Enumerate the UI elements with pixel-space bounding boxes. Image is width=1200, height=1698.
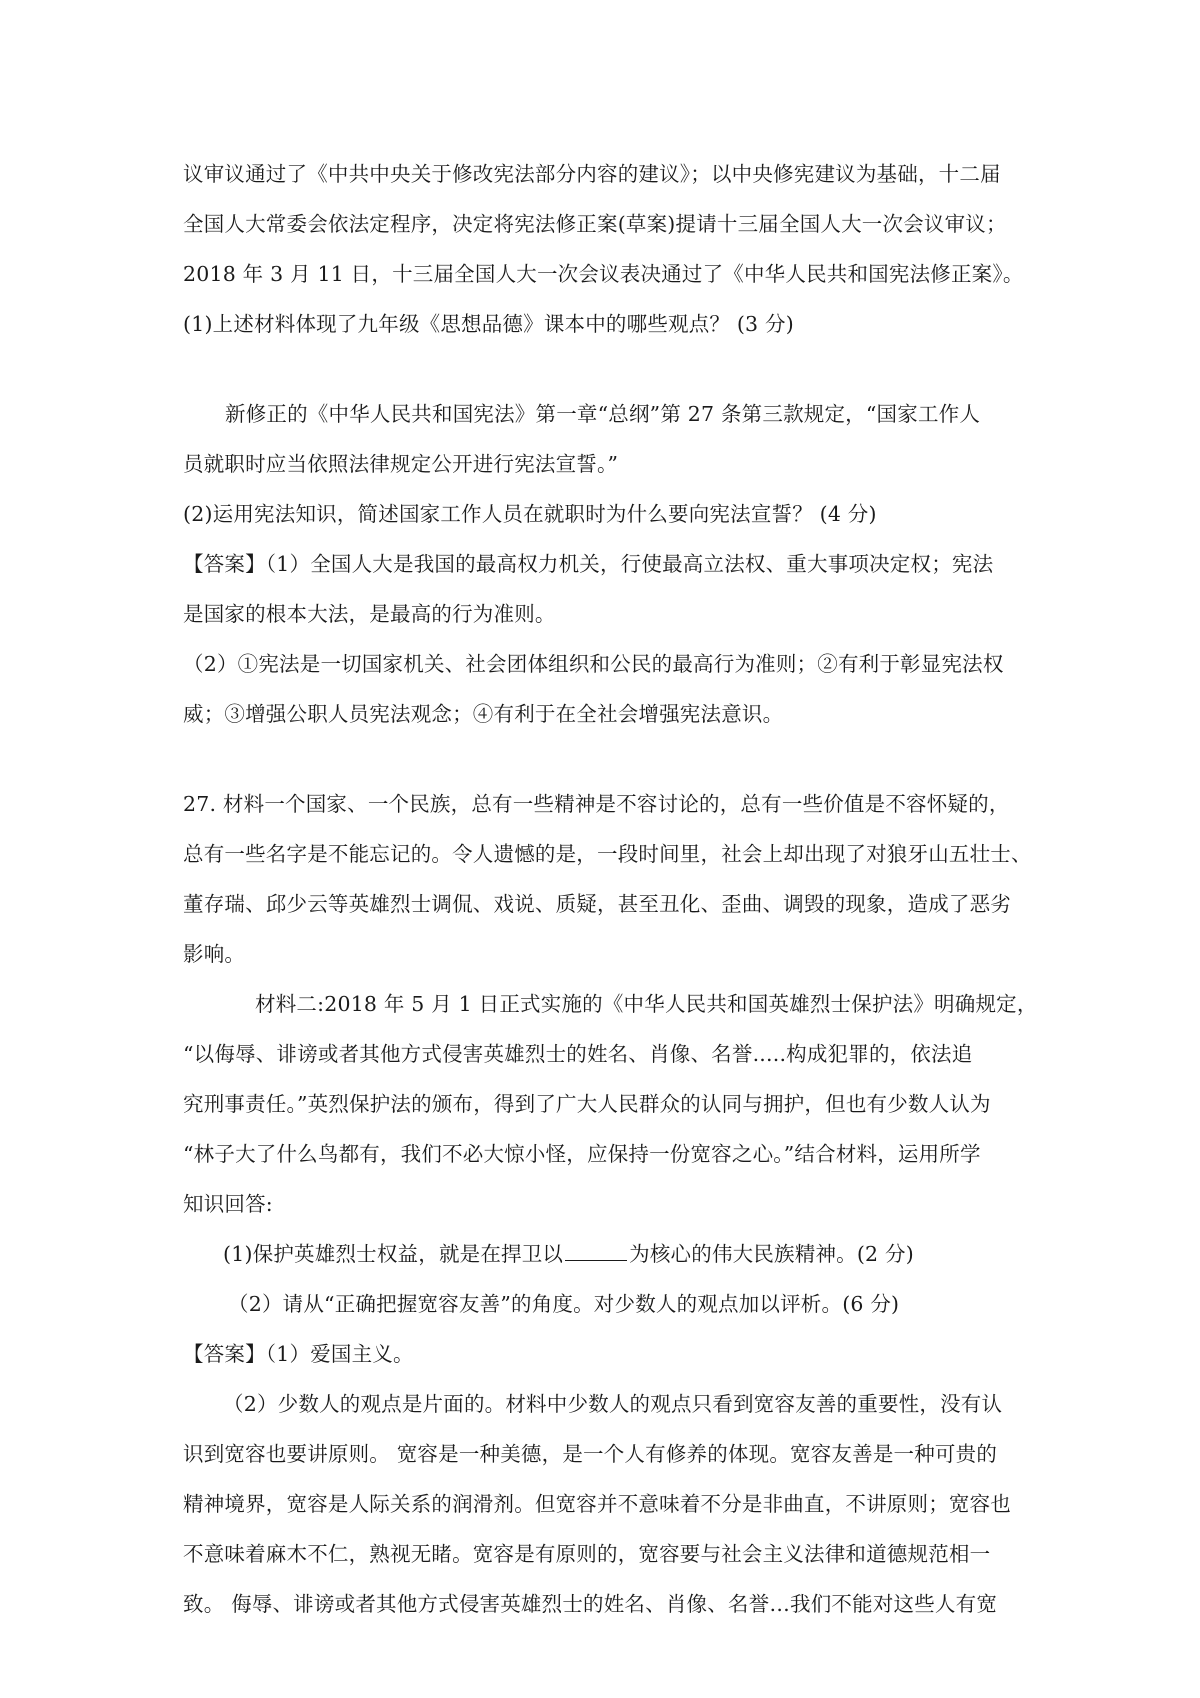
- text-line: 新修正的《中华人民共和国宪法》第一章“总纲”第 27 条第三款规定，“国家工作人: [225, 402, 981, 426]
- text-line: “林子大了什么鸟都有，我们不必大惊小怪，应保持一份宽容之心。”结合材料，运用所学: [183, 1142, 981, 1166]
- text-line: 员就职时应当依照法律规定公开进行宪法宣誓。”: [183, 452, 619, 476]
- question-line: (1)上述材料体现了九年级《思想品德》课本中的哪些观点？ (3 分): [183, 312, 794, 336]
- answer-line: 威；③增强公职人员宪法观念；④有利于在全社会增强宪法意识。: [183, 702, 784, 726]
- text-line: 总有一些名字是不能忘记的。令人遗憾的是，一段时间里，社会上却出现了对狼牙山五壮士、: [183, 842, 1032, 866]
- answer-blank: [565, 1240, 627, 1261]
- text-line: 27. 材料一个国家、一个民族，总有一些精神是不容讨论的，总有一些价值是不容怀疑的，: [183, 792, 1010, 816]
- answer-line: （2）少数人的观点是片面的。材料中少数人的观点只看到宽容友善的重要性，没有认: [223, 1392, 1003, 1416]
- text-line: 议审议通过了《中共中央关于修改宪法部分内容的建议》；以中央修宪建议为基础，十二届: [183, 162, 1001, 186]
- question-text-before-blank: (1)保护英雄烈士权益，就是在捍卫以: [223, 1242, 564, 1266]
- text-line: 知识回答:: [183, 1192, 273, 1216]
- question-line: [223, 1240, 914, 1268]
- text-line: 全国人大常委会依法定程序，决定将宪法修正案(草案)提请十三届全国人大一次会议审议；: [183, 212, 1007, 236]
- question-line: （2）请从“正确把握宽容友善”的角度。对少数人的观点加以评析。(6 分): [228, 1292, 900, 1316]
- answer-line: 精神境界，宽容是人际关系的润滑剂。但宽容并不意味着不分是非曲直，不讲原则；宽容也: [183, 1492, 1011, 1516]
- text-line: 影响。: [183, 942, 246, 966]
- text-line: 究刑事责任。”英烈保护法的颁布，得到了广大人民群众的认同与拥护，但也有少数人认为: [183, 1092, 991, 1116]
- text-line: “以侮辱、诽谤或者其他方式侵害英雄烈士的姓名、肖像、名誉.....构成犯罪的，依法追: [183, 1042, 973, 1066]
- answer-line: 是国家的根本大法，是最高的行为准则。: [183, 602, 556, 626]
- answer-line: 不意味着麻木不仁，熟视无睹。宽容是有原则的，宽容要与社会主义法律和道德规范相一: [183, 1542, 991, 1566]
- text-line: 2018 年 3 月 11 日，十三届全国人大一次会议表决通过了《中华人民共和国宪法修正案》。: [183, 262, 1024, 286]
- answer-line: 【答案】（1）爱国主义。: [183, 1342, 414, 1366]
- answer-line: 【答案】（1）全国人大是我国的最高权力机关，行使最高立法权、重大事项决定权；宪法: [183, 552, 994, 576]
- answer-line: 致。 侮辱、诽谤或者其他方式侵害英雄烈士的姓名、肖像、名誉…我们不能对这些人有宽: [183, 1592, 998, 1616]
- question-line: (2)运用宪法知识，简述国家工作人员在就职时为什么要向宪法宣誓？ (4 分): [183, 502, 877, 526]
- answer-line: 识到宽容也要讲原则。 宽容是一种美德，是一个人有修养的体现。宽容友善是一种可贵的: [183, 1442, 998, 1466]
- text-line: 材料二:2018 年 5 月 1 日正式实施的《中华人民共和国英雄烈士保护法》明确规定，: [255, 992, 1038, 1016]
- question-text-after-blank: 为核心的伟大民族精神。(2 分): [629, 1242, 914, 1266]
- text-line: 董存瑞、邱少云等英雄烈士调侃、戏说、质疑，甚至丑化、歪曲、调毁的现象，造成了恶劣: [183, 892, 1011, 916]
- answer-line: （2）①宪法是一切国家机关、社会团体组织和公民的最高行为准则；②有利于彰显宪法权: [183, 652, 1004, 676]
